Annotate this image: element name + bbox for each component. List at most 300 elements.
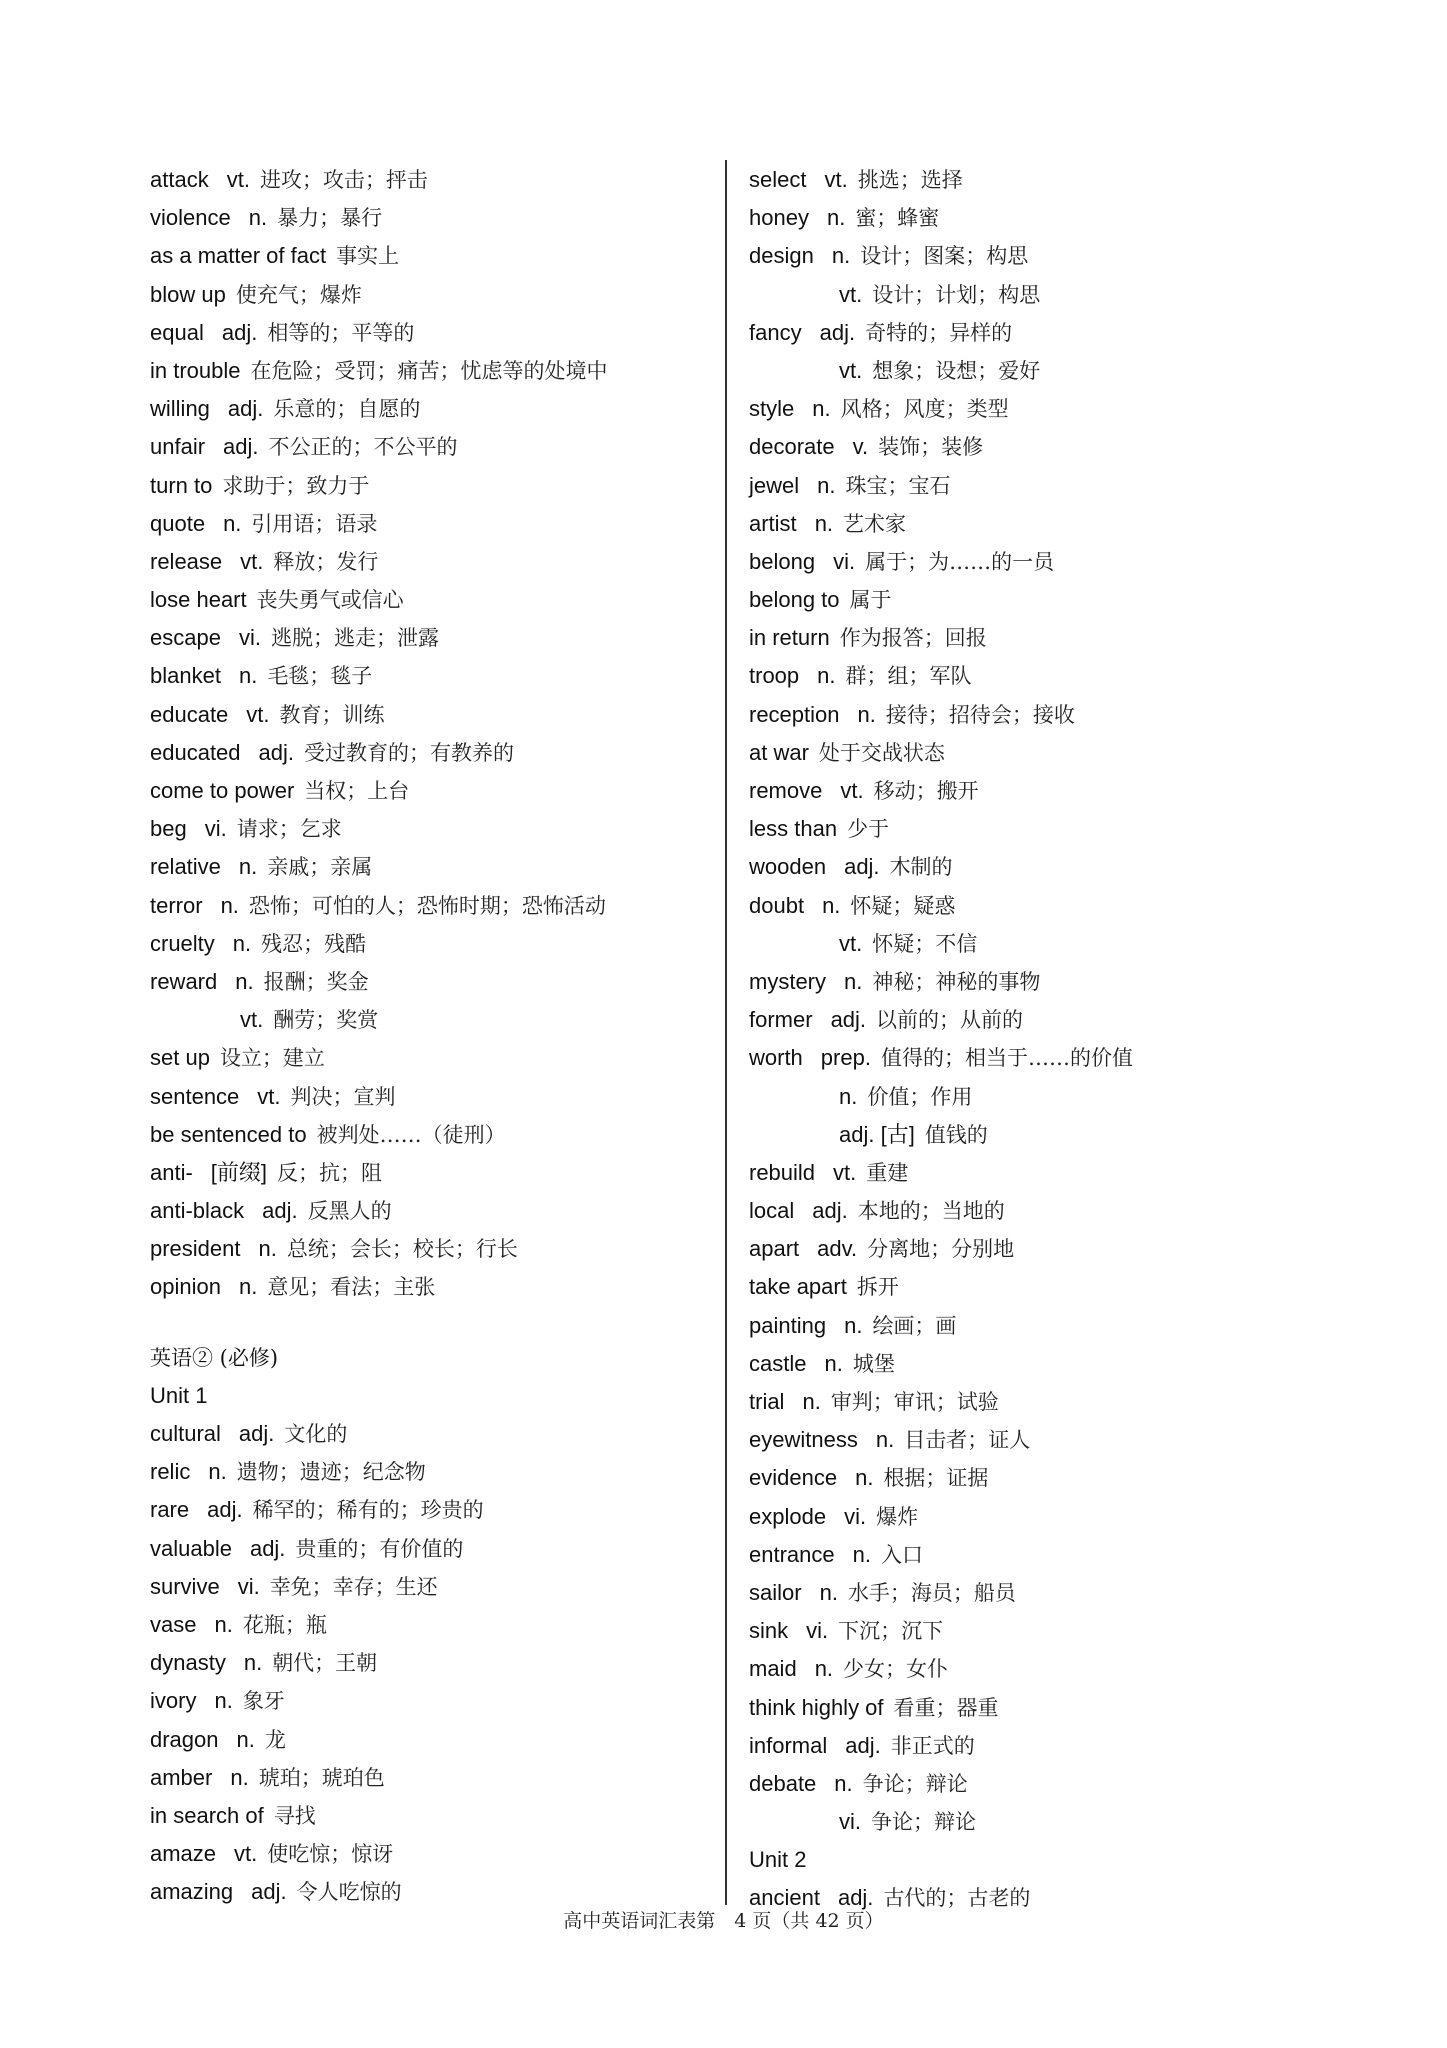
definition: 移动；搬开 [873,779,979,803]
part-of-speech: n. [844,1312,863,1338]
definition: 风格；风度；类型 [840,397,1009,422]
definition: 琥珀；琥珀色 [258,1765,385,1790]
vocab-entry [150,1268,710,1306]
vocab-word: honey [749,205,809,231]
part-of-speech: n. [844,968,863,994]
vocab-entry [749,963,1369,1001]
page-footer: 高中英语词汇表第 4 页（共 42 页） [563,1910,884,1932]
definition: 接待；招待会；接收 [885,702,1075,727]
vocab-entry [150,1116,710,1154]
part-of-speech: n. [857,701,876,727]
vocab-entry [150,1606,710,1644]
part-of-speech: vt. [240,1007,264,1033]
part-of-speech: n. [855,1465,874,1491]
vocab-entry [749,352,1369,390]
definition: 值得的；相当于……的价值 [880,1046,1133,1071]
definition: 暴力；暴行 [277,206,383,231]
definition: 判决；宣判 [290,1084,396,1109]
definition: 文化的 [284,1422,348,1446]
part-of-speech: n. [248,205,268,231]
definition: 拆开 [856,1275,899,1300]
definition: 争论；辩论 [862,1771,968,1796]
vocab-word: dragon [150,1726,219,1752]
vocab-entry [150,1530,710,1568]
vocab-word: amaze [150,1841,217,1867]
vocab-entry [150,1339,710,1377]
vocab-entry [150,772,710,810]
part-of-speech: vi. [204,816,227,842]
vocab-entry [749,772,1369,810]
vocab-entry [150,1078,710,1116]
vocab-word: survive [150,1573,220,1599]
vocab-word: rebuild [749,1159,816,1185]
vocab-word: reward [150,968,218,994]
part-of-speech: n. [814,1656,834,1682]
part-of-speech: n. [238,663,258,689]
definition: 事实上 [336,244,400,269]
vocab-entry [749,810,1369,848]
vocab-entry [150,467,710,505]
vocab-word: escape [150,625,221,651]
definition: 怀疑；疑惑 [850,893,956,918]
vocab-word: in search of [150,1802,264,1828]
vocab-word: unfair [150,434,206,460]
part-of-speech: n. [238,1274,258,1300]
definition: 价值；作用 [867,1084,973,1109]
definition: 求助于；致力于 [222,473,370,498]
definition: 释放；发行 [273,549,379,574]
part-of-speech: vt. [824,167,848,192]
part-of-speech: n. [235,968,254,994]
vocab-word: quote [150,510,206,536]
part-of-speech: n. [817,472,836,498]
vocab-entry [749,1192,1369,1230]
definition: 怀疑；不信 [872,931,978,956]
part-of-speech: adj. [223,434,259,460]
vocab-entry [150,1453,710,1491]
part-of-speech: vi. [806,1618,829,1644]
definition: 残忍；残酷 [261,931,367,956]
part-of-speech: n. [852,1541,871,1567]
definition: 非正式的 [890,1733,975,1758]
part-of-speech: adj. [837,1885,874,1911]
part-of-speech: adj. [古] [839,1121,915,1147]
vocab-entry [150,390,710,428]
vocab-word: relative [150,854,221,880]
vocab-entry [749,925,1369,963]
vocab-word: amazing [150,1879,234,1905]
part-of-speech: vi. [238,625,261,651]
vocab-entry [150,1721,710,1759]
vocab-entry [749,1574,1369,1612]
vocab-word: educate [150,701,229,727]
vocab-entry [150,1001,710,1039]
vocab-word: trial [749,1389,785,1414]
part-of-speech: n. [236,1726,255,1752]
vocab-word: belong to [749,587,840,613]
definition: 争论；辩论 [871,1810,976,1835]
vocab-entry [749,505,1369,543]
definition: 少于 [847,817,890,842]
vocab-word: turn to [150,472,213,498]
vocab-entry [150,1797,710,1835]
part-of-speech: n. [214,1611,233,1637]
part-of-speech: vi. [839,1809,861,1835]
part-of-speech: adj. [207,1497,243,1523]
vocab-word: release [150,548,223,574]
vocab-word: cruelty [150,930,215,956]
vocab-word: informal [749,1732,828,1758]
vocab-entry [749,467,1369,505]
definition: 使吃惊；惊讶 [267,1842,394,1867]
part-of-speech: v. [852,434,869,460]
part-of-speech: n. [822,892,841,918]
definition: 少女；女仆 [843,1657,949,1682]
vocab-word: belong [749,548,816,574]
vocab-entry [749,887,1369,925]
definition: 城堡 [852,1351,895,1376]
vocab-entry [749,314,1369,352]
vocab-word: worth [749,1045,803,1071]
vocab-entry [749,1459,1369,1497]
vocab-entry [749,1650,1369,1688]
part-of-speech: vt. [839,930,863,956]
section-heading: 英语② (必修) [150,1345,279,1370]
definition: 作为报答；回报 [839,626,987,651]
definition: 相等的；平等的 [267,320,415,345]
vocab-word: dynasty [150,1650,226,1676]
vocab-word: beg [150,816,187,842]
vocab-entry [150,505,710,543]
vocab-entry [150,925,710,963]
vocab-word: wooden [749,854,827,880]
definition: 根据；证据 [883,1466,989,1491]
vocab-word: troop [749,663,800,689]
vocab-entry [749,1612,1369,1650]
vocab-word: sink [749,1618,789,1644]
definition: 目击者；证人 [904,1428,1031,1453]
definition: 遗物；遗迹；纪念物 [236,1460,426,1485]
part-of-speech: vt. [226,167,250,192]
vocab-entry [749,199,1369,237]
definition: 当权；上台 [304,779,410,803]
part-of-speech: vi. [237,1573,260,1599]
definition: 处于交战状态 [818,740,945,765]
vocab-word: local [749,1198,795,1224]
definition: 龙 [264,1727,286,1752]
vocab-word: equal [150,319,204,345]
vocab-entry [150,161,710,199]
vocab-entry [150,352,710,390]
vocab-entry [749,1001,1369,1039]
part-of-speech: n. [258,1236,277,1262]
vocab-entry [749,543,1369,581]
vocab-word: relic [150,1459,191,1485]
vocab-word: fancy [749,319,802,345]
part-of-speech: vi. [833,548,856,574]
vocab-entry [150,1835,710,1873]
vocab-entry [749,161,1369,199]
part-of-speech: n. [223,510,242,536]
vocab-word: amber [150,1764,213,1790]
part-of-speech: n. [243,1650,263,1676]
section-gap [150,1307,710,1339]
part-of-speech: vt. [234,1841,258,1867]
vocab-entry [749,1345,1369,1383]
vocab-entry [749,1039,1369,1077]
definition: 不公正的；不公平的 [268,435,458,460]
definition: 挑选；选择 [857,168,963,192]
vocab-entry [150,657,710,695]
definition: 设立；建立 [219,1046,325,1071]
part-of-speech: adj. [262,1198,298,1224]
vocab-entry [150,1192,710,1230]
definition: 古代的；古老的 [883,1886,1031,1911]
part-of-speech: vt. [839,357,863,383]
vocab-word: doubt [749,892,805,918]
vocab-entry [150,1644,710,1682]
part-of-speech: vi. [844,1503,867,1529]
right-column [749,161,1369,1918]
vocab-word: decorate [749,434,835,460]
part-of-speech: adj. [812,1198,848,1224]
part-of-speech: n. [238,854,258,880]
definition: 反黑人的 [307,1199,392,1224]
definition: 奇特的；异样的 [865,320,1013,345]
definition: 值钱的 [924,1122,988,1147]
definition: 意见；看法；主张 [267,1275,436,1300]
part-of-speech: n. [814,510,834,536]
vocab-entry [150,276,710,314]
vocab-entry [749,657,1369,695]
definition: 报酬；奖金 [263,969,369,994]
vocab-word: think highly of [749,1694,884,1720]
part-of-speech: adj. [258,739,295,765]
vocab-word: terror [150,892,203,918]
vocab-word: reception [749,701,840,727]
vocab-word: violence [150,205,231,231]
definition: 逃脱；逃走；泄露 [270,626,439,651]
part-of-speech: n. [802,1389,821,1414]
definition: 重建 [866,1160,909,1185]
vocab-word: attack [150,167,209,192]
part-of-speech: n. [831,243,851,269]
definition: 群；组；军队 [845,664,972,689]
vocab-word: come to power [150,778,295,803]
vocab-word: castle [749,1350,807,1376]
vocab-entry [749,1116,1369,1154]
definition: 入口 [880,1542,923,1567]
vocab-entry [749,1154,1369,1192]
part-of-speech: [前缀] [210,1159,268,1185]
vocab-word: design [749,243,814,269]
definition: 寻找 [273,1803,316,1828]
definition: 蜜；蜂蜜 [855,206,940,231]
definition: 乐意的；自愿的 [273,397,421,422]
vocab-entry [749,1268,1369,1306]
part-of-speech: vt. [833,1159,857,1185]
part-of-speech: n. [232,930,252,956]
vocab-word: at war [749,739,809,765]
vocab-word: less than [749,816,838,842]
vocab-word: style [749,396,795,422]
vocab-word: select [749,167,807,192]
vocab-entry [150,887,710,925]
part-of-speech: n. [834,1770,853,1796]
vocab-entry [749,1421,1369,1459]
part-of-speech: adj. [845,1732,881,1758]
definition: 进攻；攻击；抨击 [259,168,428,192]
part-of-speech: vt. [246,701,270,727]
vocab-word: painting [749,1312,827,1338]
part-of-speech: vt. [840,778,864,803]
definition: 引用语；语录 [251,511,378,536]
vocab-word: sailor [749,1579,802,1605]
vocab-word: sentence [150,1083,240,1109]
part-of-speech: n. [824,1350,843,1376]
definition: 请求；乞求 [236,817,342,842]
part-of-speech: adj. [830,1007,867,1033]
vocab-word: anti- [150,1159,193,1185]
vocab-word: jewel [749,472,800,498]
definition: 被判处……（徒刑） [316,1122,506,1147]
vocab-entry [150,963,710,1001]
definition: 本地的；当地的 [857,1199,1005,1224]
vocab-entry [749,581,1369,619]
definition: 令人吃惊的 [296,1880,402,1905]
definition: 设计；图案；构思 [860,244,1029,269]
part-of-speech: adv. [817,1236,858,1262]
part-of-speech: adj. [238,1421,275,1446]
vocab-entry [749,1498,1369,1536]
definition: 反；抗；阻 [277,1160,383,1185]
definition: 以前的；从前的 [876,1008,1024,1033]
vocab-entry [150,1377,710,1415]
definition: 象牙 [242,1689,285,1714]
vocab-entry [150,619,710,657]
vocab-word: artist [749,510,797,536]
definition: 分离地；分别地 [867,1237,1015,1262]
vocab-word: opinion [150,1274,221,1300]
part-of-speech: n. [819,1579,838,1605]
definition: 神秘；神秘的事物 [872,969,1041,994]
part-of-speech: vt. [240,548,264,574]
vocab-entry [749,1536,1369,1574]
definition: 花瓶；瓶 [242,1612,327,1637]
vocab-entry [749,848,1369,886]
vocab-entry [749,1841,1369,1879]
vocab-entry [150,581,710,619]
vocab-word: maid [749,1656,797,1682]
definition: 酬劳；奖赏 [273,1008,379,1033]
definition: 想象；设想；爱好 [872,358,1041,383]
part-of-speech: n. [230,1764,249,1790]
vocab-entry [749,1383,1369,1421]
vocab-entry [749,734,1369,772]
definition: 装饰；装修 [878,435,984,460]
part-of-speech: adj. [249,1535,286,1561]
vocab-entry [150,1568,710,1606]
definition: 属于；为……的一员 [865,549,1055,574]
definition: 下沉；沉下 [838,1619,944,1644]
vocab-word: evidence [749,1465,838,1491]
definition: 朝代；王朝 [272,1651,378,1676]
definition: 在危险；受罚；痛苦；忧虑等的处境中 [250,358,608,383]
vocab-entry [150,696,710,734]
part-of-speech: n. [220,892,239,918]
vocab-entry [150,1154,710,1192]
part-of-speech: n. [875,1427,895,1453]
vocab-word: rare [150,1497,190,1523]
vocab-word: in trouble [150,357,241,383]
vocab-word: president [150,1236,241,1262]
vocab-word: blow up [150,281,226,307]
vocab-word: take apart [749,1274,847,1300]
vocab-word: vase [150,1611,197,1637]
part-of-speech: adj. [819,319,856,345]
definition: 水手；海员；船员 [847,1580,1016,1605]
vocab-word: anti-black [150,1198,245,1224]
part-of-speech: n. [214,1688,233,1714]
vocab-entry [150,199,710,237]
vocab-entry [749,1689,1369,1727]
definition: 受过教育的；有教养的 [304,740,515,765]
part-of-speech: n. [817,663,836,689]
vocab-word: willing [150,396,210,422]
vocab-entry [749,237,1369,275]
definition: 丧失勇气或信心 [256,588,404,613]
vocab-entry [749,1230,1369,1268]
definition: 恐怖；可怕的人；恐怖时期；恐怖活动 [248,893,606,918]
left-column [150,161,710,1911]
definition: 设计；计划；构思 [872,282,1041,307]
part-of-speech: adj. [251,1879,287,1905]
vocab-word: as a matter of fact [150,243,327,269]
vocab-entry [749,390,1369,428]
definition: 幸免；幸存；生还 [269,1574,438,1599]
column-divider [725,160,727,1905]
definition: 贵重的；有价值的 [295,1536,464,1561]
definition: 看重；器重 [893,1695,999,1720]
vocab-entry [749,1727,1369,1765]
definition: 亲戚；亲属 [267,855,373,880]
part-of-speech: vt. [839,281,863,307]
vocab-entry [150,1759,710,1797]
definition: 审判；审讯；试验 [830,1390,999,1414]
vocab-word: entrance [749,1541,835,1567]
definition: 艺术家 [843,511,907,536]
vocab-word: educated [150,739,241,765]
vocab-entry [749,696,1369,734]
vocab-entry [150,1415,710,1453]
vocab-entry [150,1682,710,1720]
vocab-word: eyewitness [749,1427,858,1453]
vocab-word: debate [749,1770,817,1796]
vocab-entry [749,276,1369,314]
vocab-entry [150,1039,710,1077]
vocab-word: explode [749,1503,827,1529]
definition: 毛毯；毯子 [267,664,373,689]
vocab-word: cultural [150,1421,221,1446]
part-of-speech: n. [208,1459,227,1485]
vocab-word: in return [749,625,830,651]
vocab-word: apart [749,1236,800,1262]
part-of-speech: vt. [257,1083,281,1109]
vocab-entry [150,734,710,772]
vocab-entry [150,237,710,275]
vocab-word: former [749,1007,813,1033]
definition: 绘画；画 [872,1313,957,1338]
